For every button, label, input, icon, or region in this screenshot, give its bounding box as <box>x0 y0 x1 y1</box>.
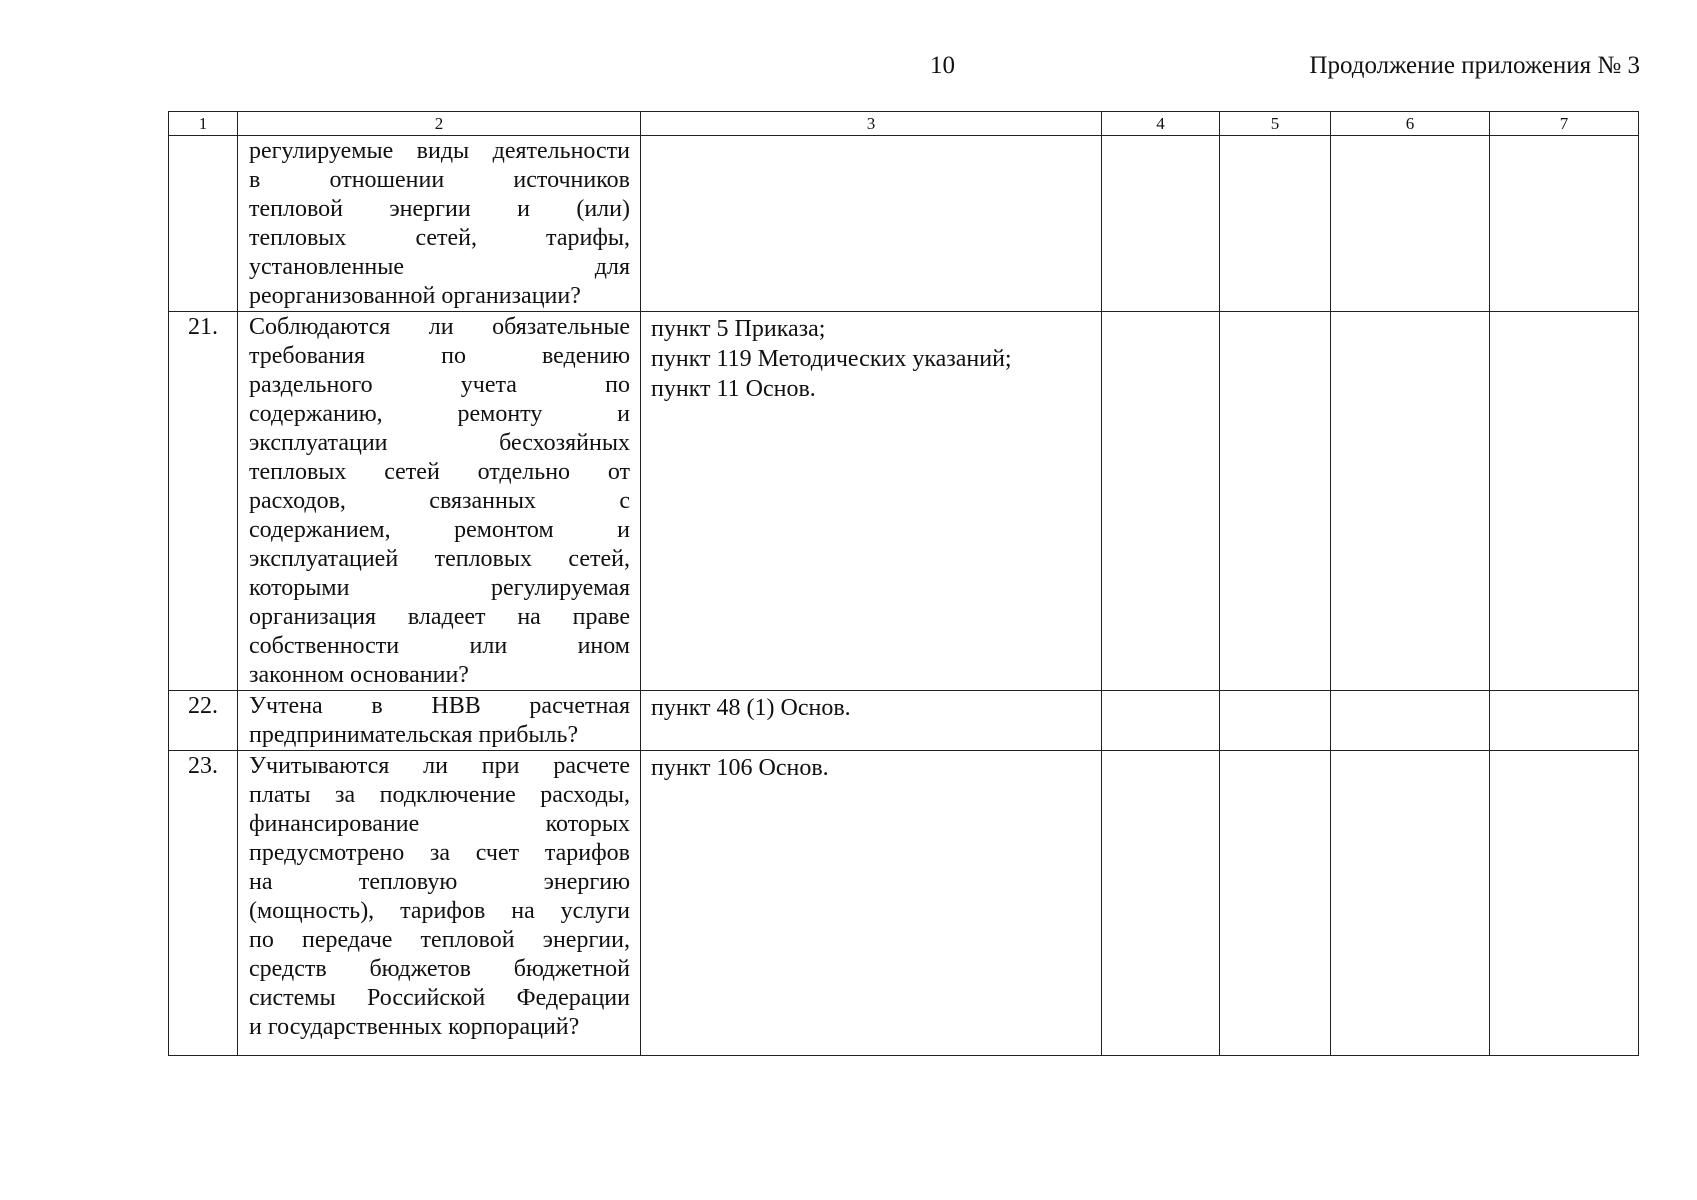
question-line: которыми регулируемая <box>249 575 630 601</box>
answer-cell-col-4 <box>1102 312 1220 691</box>
requirement-question <box>238 691 641 751</box>
reference-line: пункт 119 Методических указаний; <box>651 346 1012 372</box>
answer-cell-col-7 <box>1490 312 1639 691</box>
question-line: предпринимательская прибыль? <box>249 722 579 748</box>
question-line: установленные для <box>249 254 630 280</box>
question-line: предусмотрено за счет тарифов <box>249 840 630 866</box>
question-line: в отношении источников <box>249 167 630 193</box>
table-row <box>169 312 1639 691</box>
row-number <box>169 136 238 312</box>
column-header-6: 6 <box>1331 112 1490 136</box>
legal-reference <box>641 691 1102 751</box>
question-line: раздельного учета по <box>249 372 630 398</box>
column-header-7: 7 <box>1490 112 1639 136</box>
table-row <box>169 751 1639 1056</box>
table-row <box>169 691 1639 751</box>
question-line: Соблюдаются ли обязательные <box>249 314 630 340</box>
answer-cell-col-4 <box>1102 691 1220 751</box>
reference-line: пункт 48 (1) Основ. <box>651 695 851 721</box>
question-line: Учитываются ли при расчете <box>249 753 630 779</box>
question-line: эксплуатацией тепловых сетей, <box>249 546 630 572</box>
question-line: эксплуатации бесхозяйных <box>249 430 630 456</box>
answer-cell-col-6 <box>1331 691 1490 751</box>
question-line: тепловой энергии и (или) <box>249 196 630 222</box>
question-line: Учтена в НВВ расчетная <box>249 693 630 719</box>
answer-cell-col-5 <box>1220 691 1331 751</box>
column-header-1: 1 <box>169 112 238 136</box>
page-number: 10 <box>930 52 955 79</box>
question-line: тепловых сетей, тарифы, <box>249 225 630 251</box>
question-line: тепловых сетей отдельно от <box>249 459 630 485</box>
question-line: средств бюджетов бюджетной <box>249 956 630 982</box>
answer-cell-col-6 <box>1331 751 1490 1056</box>
question-line: расходов, связанных с <box>249 488 630 514</box>
answer-cell-col-5 <box>1220 751 1331 1056</box>
question-line: законном основании? <box>249 662 469 688</box>
column-number-row <box>169 112 1639 136</box>
answer-cell-col-4 <box>1102 136 1220 312</box>
question-line: организация владеет на праве <box>249 604 630 630</box>
answer-cell-col-4 <box>1102 751 1220 1056</box>
answer-cell-col-5 <box>1220 312 1331 691</box>
reference-line: пункт 11 Основ. <box>651 376 816 402</box>
question-line: финансирование которых <box>249 811 630 837</box>
column-header-2: 2 <box>238 112 641 136</box>
row-number: 21. <box>169 312 238 691</box>
question-line: регулируемые виды деятельности <box>249 138 630 164</box>
requirement-question <box>238 136 641 312</box>
answer-cell-col-6 <box>1331 312 1490 691</box>
reference-line: пункт 106 Основ. <box>651 755 829 781</box>
legal-reference <box>641 751 1102 1056</box>
question-line: реорганизованной организации? <box>249 283 581 309</box>
answer-cell-col-7 <box>1490 136 1639 312</box>
requirement-question <box>238 751 641 1056</box>
question-line: по передаче тепловой энергии, <box>249 927 630 953</box>
answer-cell-col-5 <box>1220 136 1331 312</box>
legal-reference <box>641 312 1102 691</box>
column-header-3: 3 <box>641 112 1102 136</box>
question-line: собственности или ином <box>249 633 630 659</box>
reference-line: пункт 5 Приказа; <box>651 316 826 342</box>
appendix-continuation-note: Продолжение приложения № 3 <box>1309 52 1640 79</box>
question-line: платы за подключение расходы, <box>249 782 630 808</box>
row-number: 22. <box>169 691 238 751</box>
question-line: содержанию, ремонту и <box>249 401 630 427</box>
column-header-4: 4 <box>1102 112 1220 136</box>
requirement-question <box>238 312 641 691</box>
table-row <box>169 136 1639 312</box>
answer-cell-col-6 <box>1331 136 1490 312</box>
question-line: (мощность), тарифов на услуги <box>249 898 630 924</box>
answer-cell-col-7 <box>1490 751 1639 1056</box>
question-line: и государственных корпораций? <box>249 1014 580 1040</box>
column-header-5: 5 <box>1220 112 1331 136</box>
question-line: требования по ведению <box>249 343 630 369</box>
question-line: системы Российской Федерации <box>249 985 630 1011</box>
question-line: содержанием, ремонтом и <box>249 517 630 543</box>
row-number: 23. <box>169 751 238 1056</box>
checklist-table <box>168 111 1639 1056</box>
answer-cell-col-7 <box>1490 691 1639 751</box>
legal-reference <box>641 136 1102 312</box>
question-line: на тепловую энергию <box>249 869 630 895</box>
